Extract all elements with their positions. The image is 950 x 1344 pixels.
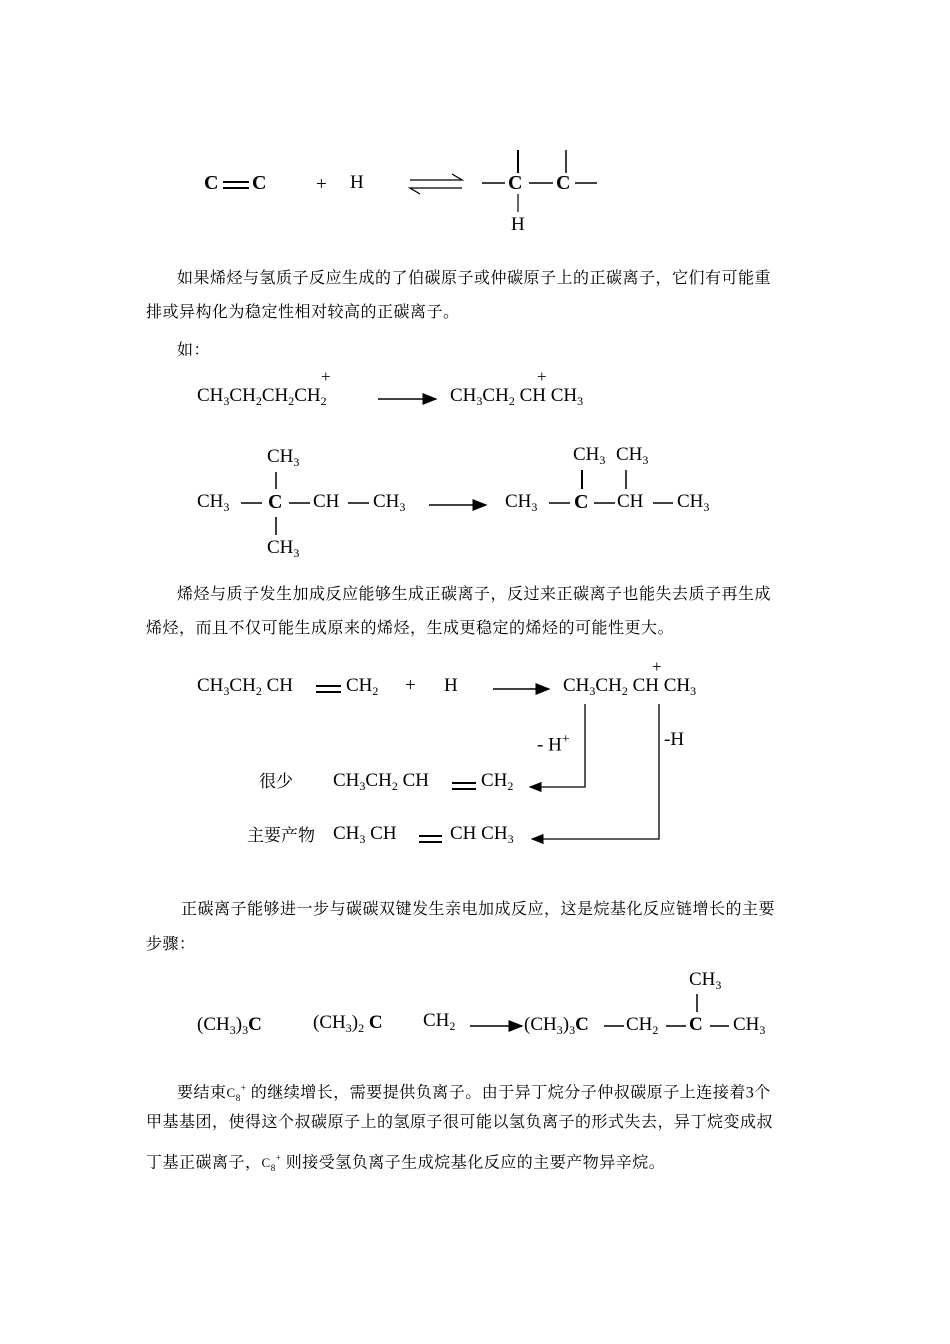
methyl-group: $CH_3$ <box>267 537 300 560</box>
methine-group: CH <box>617 491 644 512</box>
proton-loss-label: -H <box>664 729 685 750</box>
c8-cation-symbol: $C_8^+$ <box>226 1083 247 1104</box>
product-formula: $CH_3CH_2$ CH $CH_3$ <box>450 385 584 408</box>
paragraph-line: 如： <box>177 342 211 359</box>
methyl-group: $CH_3$ <box>373 491 406 514</box>
main-product-formula: CH $CH_3$ <box>450 823 514 846</box>
methine-group: CH <box>313 491 340 512</box>
paragraph-line: 正碳离子能够进一步与碳碳双键发生亲电加成反应，这是烷基化反应链增长的主要 <box>181 901 776 918</box>
c8-cation-symbol: $C_8^+$ <box>261 1153 282 1174</box>
paragraph-line: 如果烯烃与氢质子反应生成的了伯碳原子或仲碳原子上的正碳离子，它们有可能重 <box>177 270 772 287</box>
product-formula: $(CH_3)_3C$ <box>524 1014 589 1037</box>
reactant-formula: $CH_3CH_2CH_2CH_2$ <box>197 385 327 408</box>
branch-arrow-major <box>532 704 659 839</box>
carbon-atom: C <box>556 172 571 194</box>
paragraph-line: 步骤： <box>146 936 196 953</box>
hydrogen-atom: H <box>350 172 364 193</box>
paragraph-line: 甲基基团，使得这个叔碳原子上的氢原子很可能以氢负离子的形式失去，异丁烷变成叔 <box>146 1114 774 1131</box>
hydrogen-atom: H <box>511 214 525 235</box>
charge-plus: + <box>537 367 547 386</box>
main-product-label: 主要产物 <box>247 826 315 845</box>
carbon-atom: C <box>268 491 283 513</box>
paragraph-line: 排或异构化为稳定性相对较高的正碳离子。 <box>146 304 460 321</box>
carbon-atom: C <box>508 172 523 194</box>
proton-loss-label: - H+ <box>537 732 570 756</box>
reactant-formula: $CH_3CH_2$ CH <box>197 675 293 698</box>
plus-sign: + <box>316 174 327 195</box>
methyl-group: $CH_3$ <box>267 446 300 469</box>
methyl-group: $CH_3$ <box>616 444 649 467</box>
methyl-group: $CH_3$ <box>689 969 722 992</box>
methyl-group: $CH_3$ <box>197 491 230 514</box>
paragraph-line: 烯烃，而且不仅可能生成原来的烯烃，生成更稳定的烯烃的可能性更大。 <box>146 620 675 637</box>
methyl-group: $CH_3$ <box>505 491 538 514</box>
plus-sign: + <box>405 675 416 696</box>
paragraph-line: 烯烃与质子发生加成反应能够生成正碳离子，反过来正碳离子也能失去质子再生成 <box>177 586 772 603</box>
methyl-group: $CH_3$ <box>733 1014 766 1037</box>
isobutene-fragment: $(CH_3)_2$ C <box>313 1012 383 1035</box>
product-formula: $CH_3CH_2$ CH $CH_3$ <box>563 675 697 698</box>
carbon-atom: C <box>204 172 219 194</box>
methyl-group: $CH_3$ <box>677 491 710 514</box>
minor-product-label: 很少 <box>259 772 293 791</box>
carbon-atom: C <box>252 172 267 194</box>
minor-product-formula: $CH_2$ <box>481 770 514 793</box>
charge-plus: + <box>321 367 331 386</box>
main-product-formula: $CH_3$ CH <box>333 823 397 846</box>
equilibrium-arrow-bottom <box>410 188 462 194</box>
carbon-atom: C <box>574 491 589 513</box>
carbon-atom: C <box>689 1014 703 1035</box>
charge-plus: + <box>652 657 662 676</box>
paragraph-line: 要结束$C_8^+$ 的继续增长，需要提供负离子。由于异丁烷分子仲叔碳原子上连接着3个 <box>177 1083 771 1104</box>
paragraph-line: 丁基正碳离子，$C_8^+$ 则接受氢负离子生成烷基化反应的主要产物异辛烷。 <box>146 1153 666 1174</box>
tert-butyl-cation: $(CH_3)_3C$ <box>197 1014 262 1037</box>
methylene-group: $CH_2$ <box>626 1014 659 1037</box>
methyl-group: $CH_3$ <box>573 444 606 467</box>
equilibrium-arrow-top <box>410 174 462 180</box>
hydrogen-atom: H <box>444 675 458 696</box>
reactant-formula: $CH_2$ <box>346 675 379 698</box>
isobutene-fragment: $CH_2$ <box>423 1010 456 1033</box>
minor-product-formula: $CH_3CH_2$ CH <box>333 770 429 793</box>
